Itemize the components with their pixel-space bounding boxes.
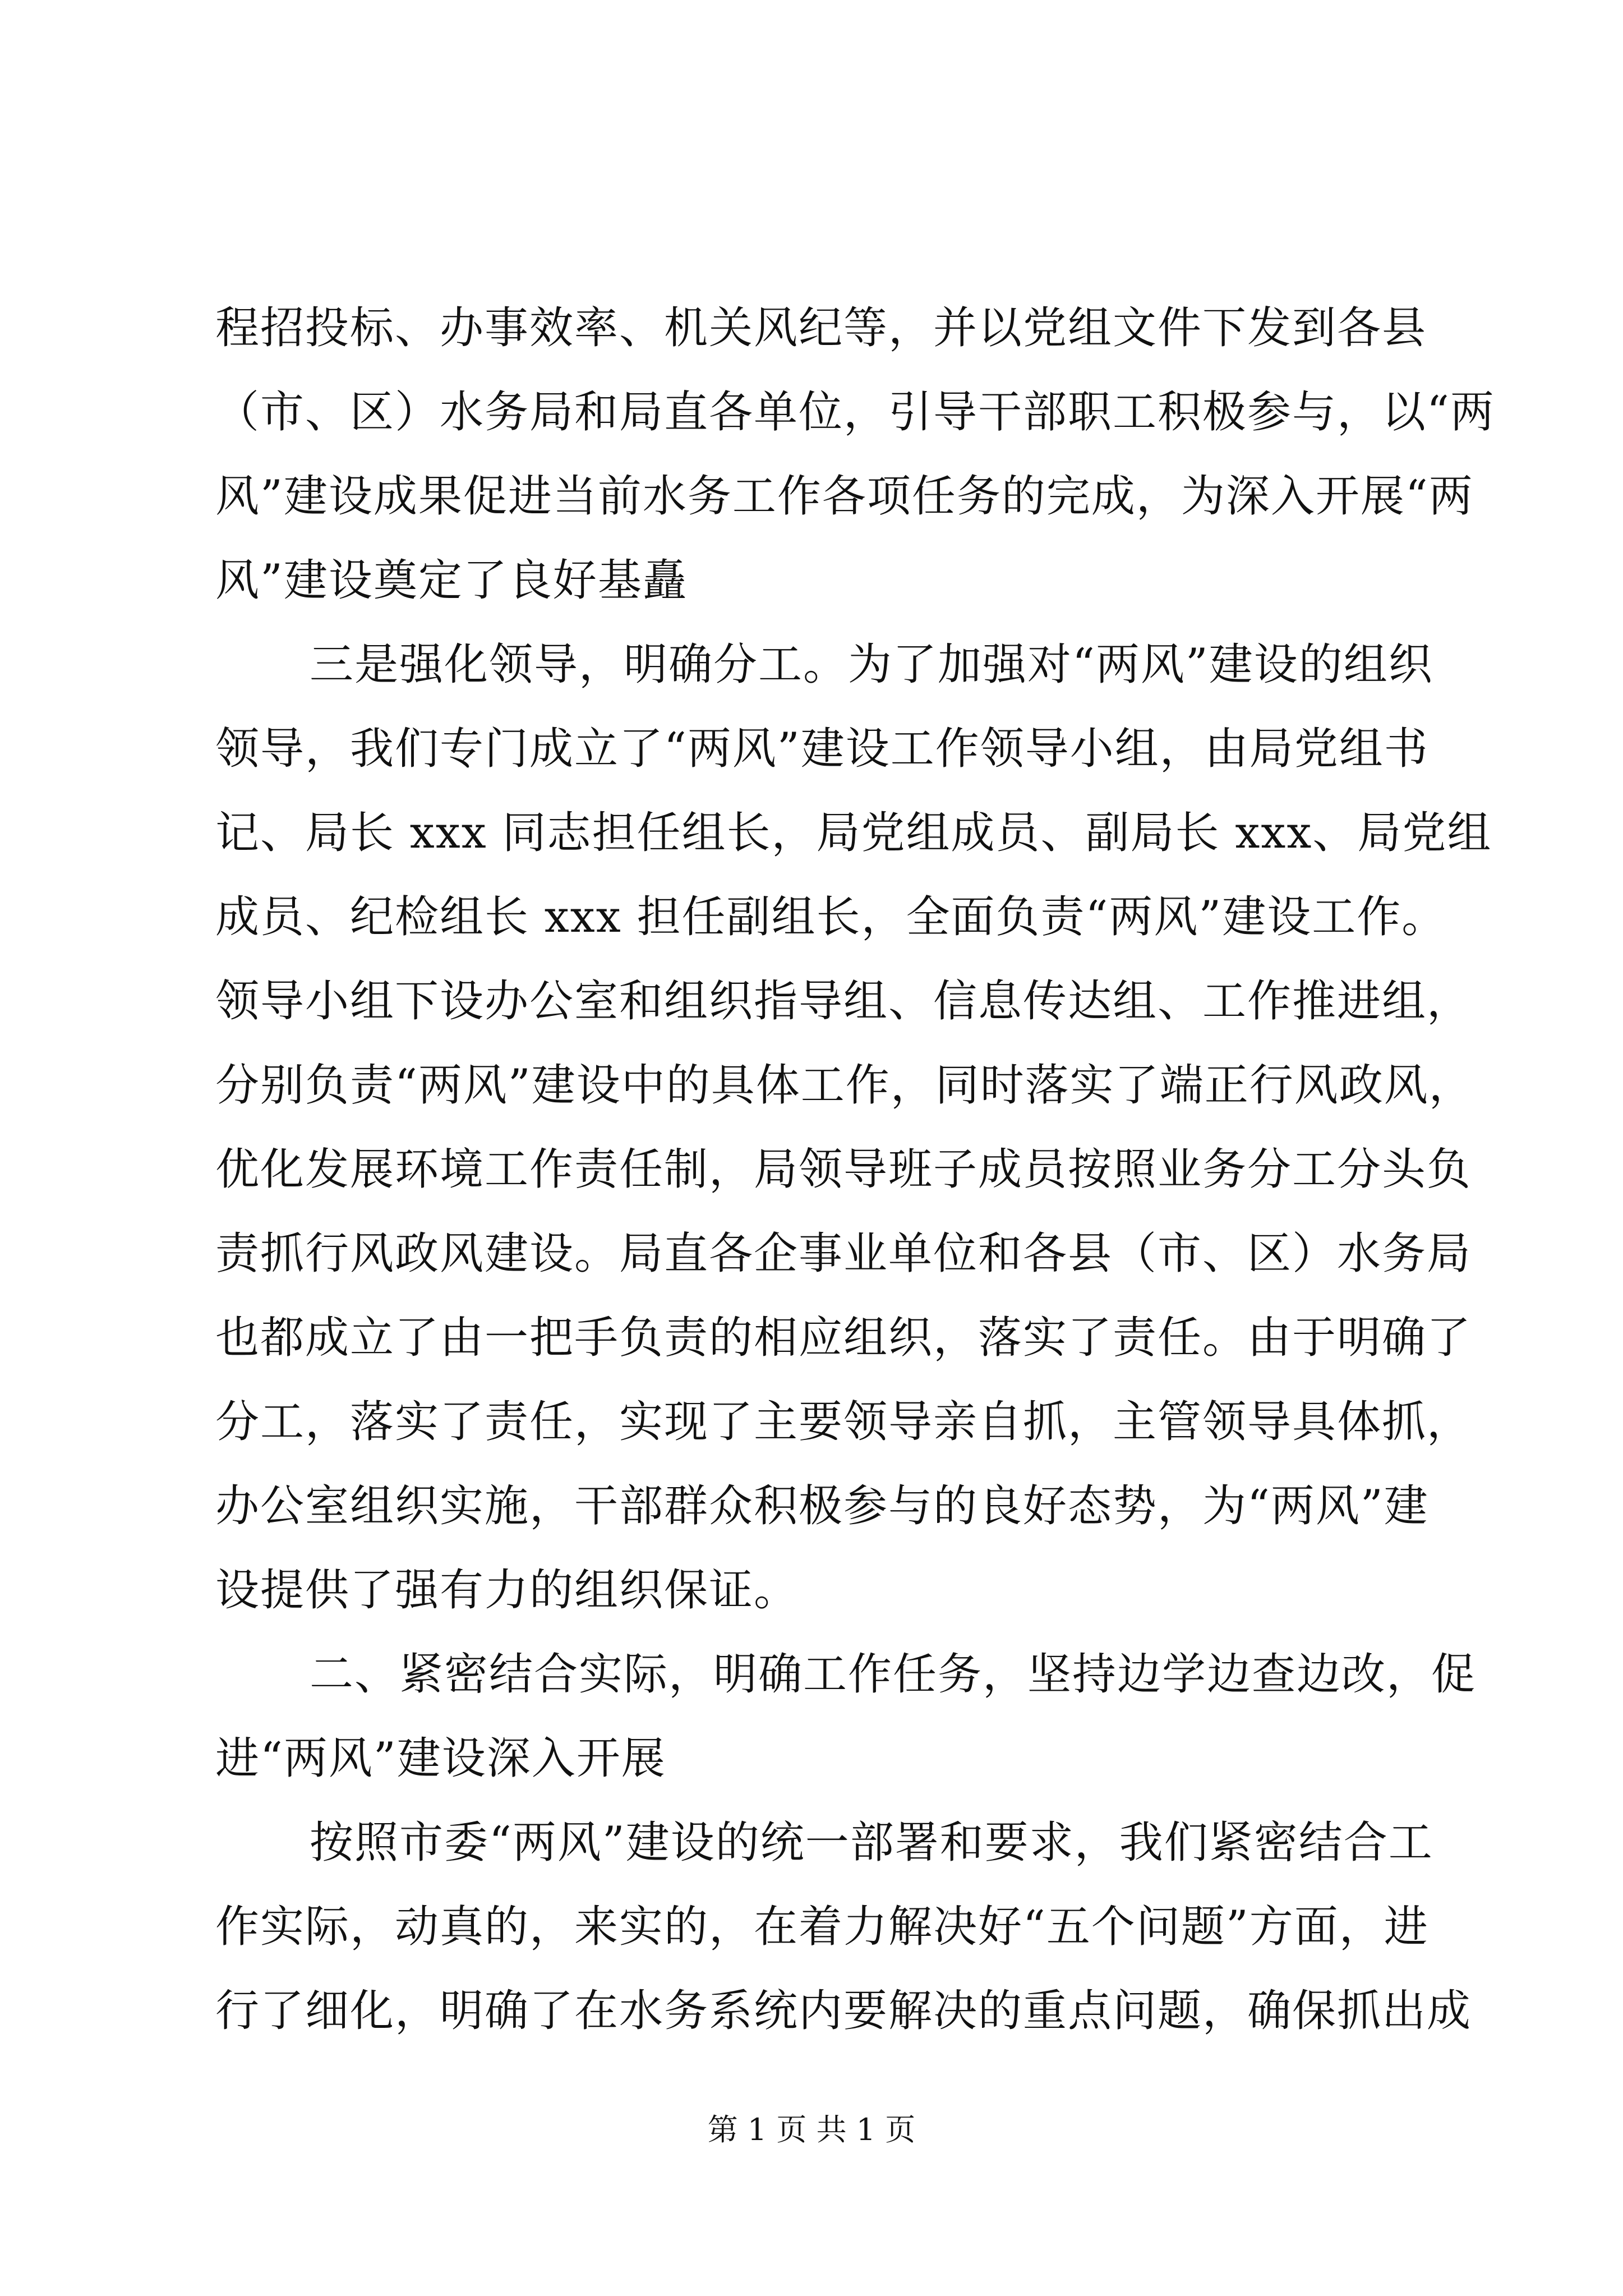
text-line: 按照市委“两风”建设的统一部署和要求，我们紧密结合工 bbox=[310, 1818, 1433, 1868]
page-number-footer: 第 1 页 共 1 页 bbox=[707, 2112, 916, 2147]
text-line: （市、区）水务局和局直各单位，引导干部职工积极参与，以“两 bbox=[215, 387, 1495, 438]
text-line: 优化发展环境工作责任制，局领导班子成员按照业务分工分头负 bbox=[215, 1144, 1472, 1195]
text-line: 作实际，动真的，来实的，在着力解决好“五个问题”方面，进 bbox=[215, 1902, 1429, 1952]
text-line: 也都成立了由一把手负责的相应组织，落实了责任。由于明确了 bbox=[215, 1313, 1472, 1363]
body-text bbox=[215, 286, 1495, 2053]
text-line: 记、局长 xxx 同志担任组长，局党组成员、副局长 xxx、局党组 bbox=[215, 808, 1492, 858]
text-line: 行了细化，明确了在水务系统内要解决的重点问题，确保抓出成 bbox=[215, 1986, 1472, 2036]
text-line: 分别负责“两风”建设中的具体工作，同时落实了端正行风政风， bbox=[215, 1060, 1474, 1111]
text-line: 领导小组下设办公室和组织指导组、信息传达组、工作推进组， bbox=[215, 976, 1472, 1027]
text-line: 程招投标、办事效率、机关风纪等，并以党组文件下发到各县 bbox=[215, 303, 1427, 353]
text-line: 办公室组织实施，干部群众积极参与的良好态势，为“两风”建 bbox=[215, 1481, 1429, 1531]
text-line: 分工，落实了责任，实现了主要领导亲自抓，主管领导具体抓， bbox=[215, 1397, 1472, 1447]
text-line: 二、紧密结合实际，明确工作任务，坚持边学边查边改，促 bbox=[310, 1649, 1477, 1700]
text-line: 进“两风”建设深入开展 bbox=[215, 1733, 666, 1784]
text-line: 成员、纪检组长 xxx 担任副组长，全面负责“两风”建设工作。 bbox=[215, 892, 1447, 942]
text-line: 风”建设成果促进当前水务工作各项任务的完成，为深入开展“两 bbox=[215, 471, 1474, 522]
text-line: 三是强化领导，明确分工。为了加强对“两风”建设的组织 bbox=[310, 639, 1433, 690]
text-line: 责抓行风政风建设。局直各企事业单位和各县（市、区）水务局 bbox=[215, 1228, 1472, 1279]
text-line: 设提供了强有力的组织保证。 bbox=[215, 1565, 799, 1616]
text-line: 领导，我们专门成立了“两风”建设工作领导小组，由局党组书 bbox=[215, 724, 1429, 774]
text-line: 风”建设奠定了良好基矗 bbox=[215, 555, 688, 606]
